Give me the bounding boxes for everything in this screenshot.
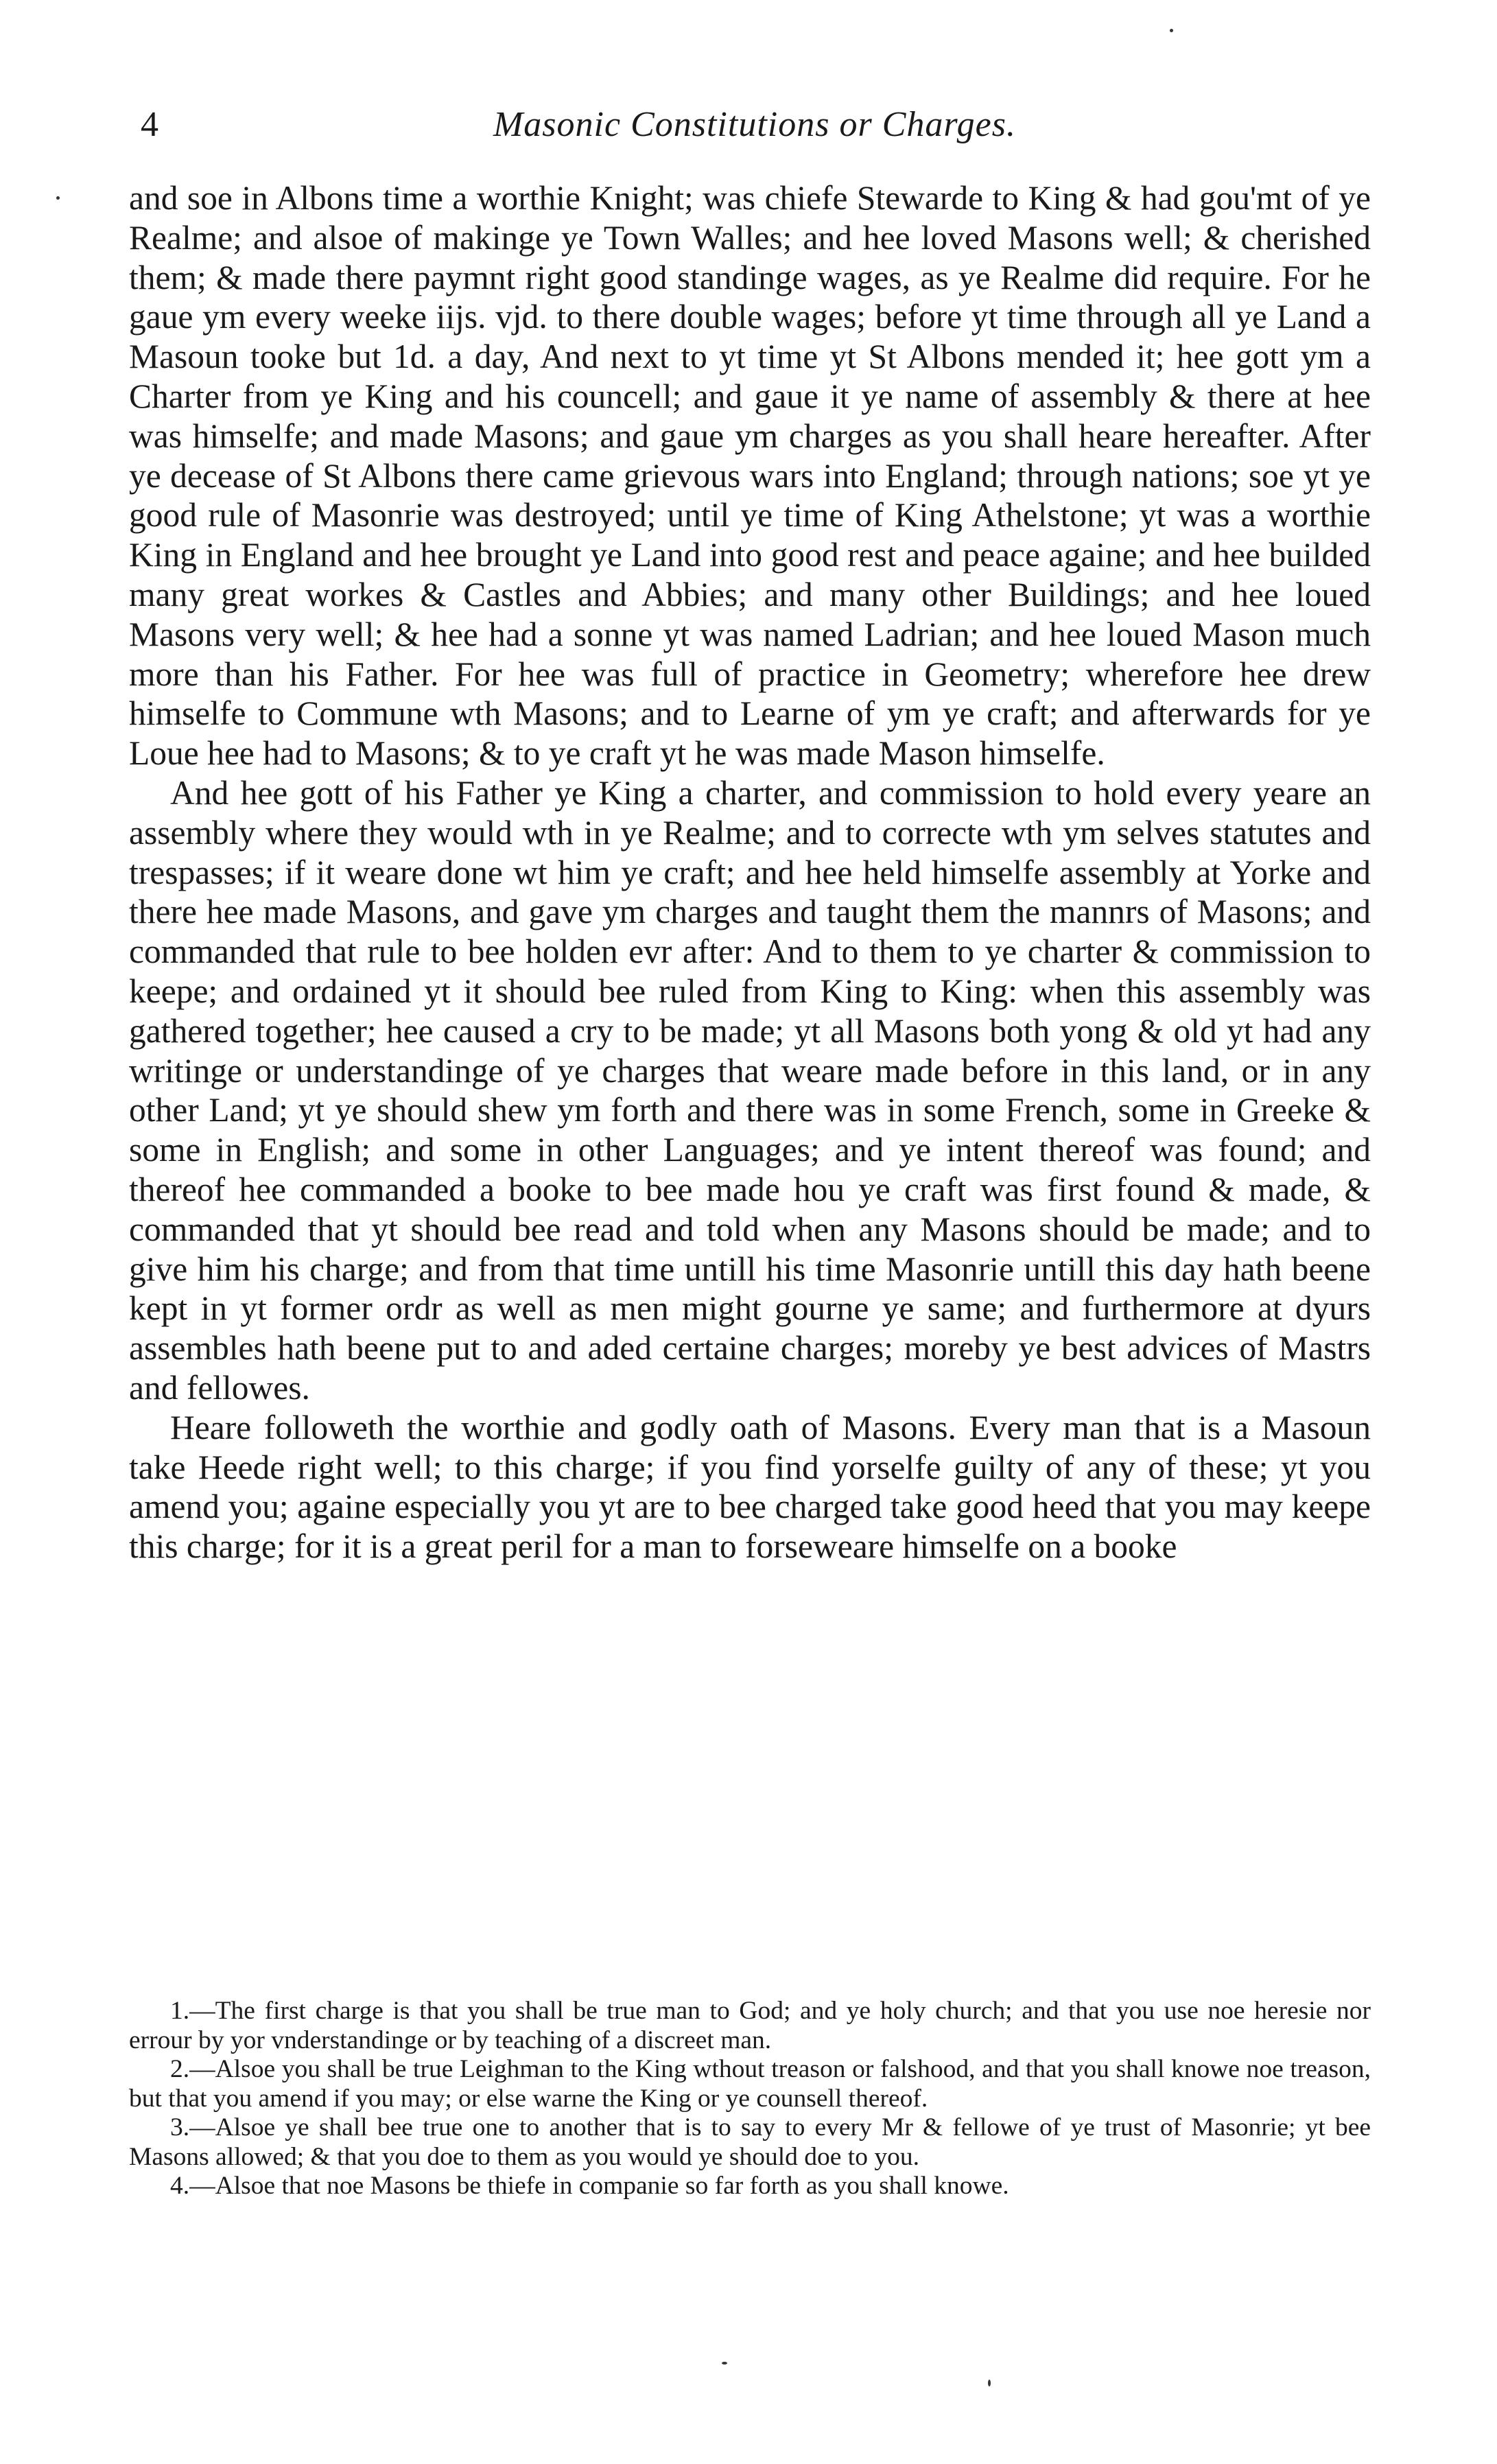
- print-speck: [988, 2380, 991, 2386]
- charge-item: 1.—The first charge is that you shall be true man to God; and ye holy church; and that you use noe heresie nor errour by yor vnderstandinge or by teaching of a discreet man.: [129, 1997, 1371, 2054]
- print-speck: [722, 2362, 727, 2365]
- page-number: 4: [141, 105, 158, 144]
- paragraph: and soe in Albons time a worthie Knight; was chiefe Stewarde to King & had gou'mt of ye Realme; and alsoe of makinge ye Town Walles; and hee loved Masons well; & cherished them; & made there paymnt right good standinge wages, as ye Realme did require. For he gaue ym every weeke iijs. vjd. to there double wages; before yt time through all ye Land a Masoun tooke but 1d. a day, And next to yt time yt St Albons mended it; hee gott ym a Charter from ye King and his councell; and gaue it ye name of assembly & there at hee was himselfe; and made Masons; and gaue ym charges as you shall heare hereafter. After ye decease of St Albons there came grievous wars into England; through nations; soe yt ye good rule of Masonrie was destroyed; until ye time of King Athelstone; yt was a worthie King in England and hee brought ye Land into good rest and peace againe; and hee builded many great workes & Castles and Abbies; and many other Buildings; and hee loued Masons very well; & hee had a sonne yt was named Ladrian; and hee loued Mason much more than his Father. For hee was full of practice in Geometry; wherefore hee drew himselfe to Commune wth Masons; and to Learne of ym ye craft; and afterwards for ye Loue hee had to Masons; & to ye craft yt he was made Mason himselfe.: [129, 179, 1371, 773]
- charge-item: 3.—Alsoe ye shall bee true one to another that is to say to every Mr & fellowe of ye trust of Masonrie; yt bee Masons allowed; & that you doe to them as you would ye should doe to you.: [129, 2113, 1371, 2171]
- print-speck: [56, 196, 60, 200]
- paragraph: Heare followeth the worthie and godly oath of Masons. Every man that is a Masoun take Heede right well; to this charge; if you find yorselfe guilty of any of these; yt you amend you; againe especially you yt are to bee charged take good heed that you may keepe this charge; for it is a great peril for a man to forseweare himselfe on a booke: [129, 1408, 1371, 1566]
- paragraph: And hee gott of his Father ye King a charter, and commission to hold every yeare an assembly where they would wth in ye Realme; and to correcte wth ym selves statutes and trespasses; if it weare done wt him ye craft; and hee held himselfe assembly at Yorke and there hee made Masons, and gave ym charges and taught them the mannrs of Masons; and commanded that rule to bee holden evr after: And to them to ye charter & commission to keepe; and ordained yt it should bee ruled from King to King: when this assembly was gathered together; hee caused a cry to be made; yt all Masons both yong & old yt had any writinge or understandinge of ye charges that weare made before in this land, or in any other Land; yt ye should shew ym forth and there was in some French, some in Greeke & some in English; and some in other Languages; and ye intent thereof was found; and thereof hee commanded a booke to bee made hou ye craft was first found & made, & commanded that yt should bee read and told when any Masons should be made; and to give him his charge; and from that time untill his time Masonrie untill this day hath beene kept in yt former ordr as well as men might gourne ye same; and furthermore at dyurs assembles hath beene put to and aded certaine charges; moreby ye best advices of Mastrs and fellowes.: [129, 773, 1371, 1407]
- page-header: [141, 104, 1369, 159]
- charge-item: 4.—Alsoe that noe Masons be thiefe in companie so far forth as you shall knowe.: [170, 2172, 1009, 2200]
- print-speck: [1170, 29, 1173, 32]
- body-text: [129, 178, 1371, 1567]
- charge-item: 2.—Alsoe you shall be true Leighman to the King wthout treason or falshood, and that you shall knowe noe treason, but that you amend if you may; or else warne the King or ye counsell thereof.: [129, 2055, 1371, 2113]
- running-title: Masonic Constitutions or Charges.: [493, 105, 1016, 144]
- charges-list: [129, 1997, 1371, 2201]
